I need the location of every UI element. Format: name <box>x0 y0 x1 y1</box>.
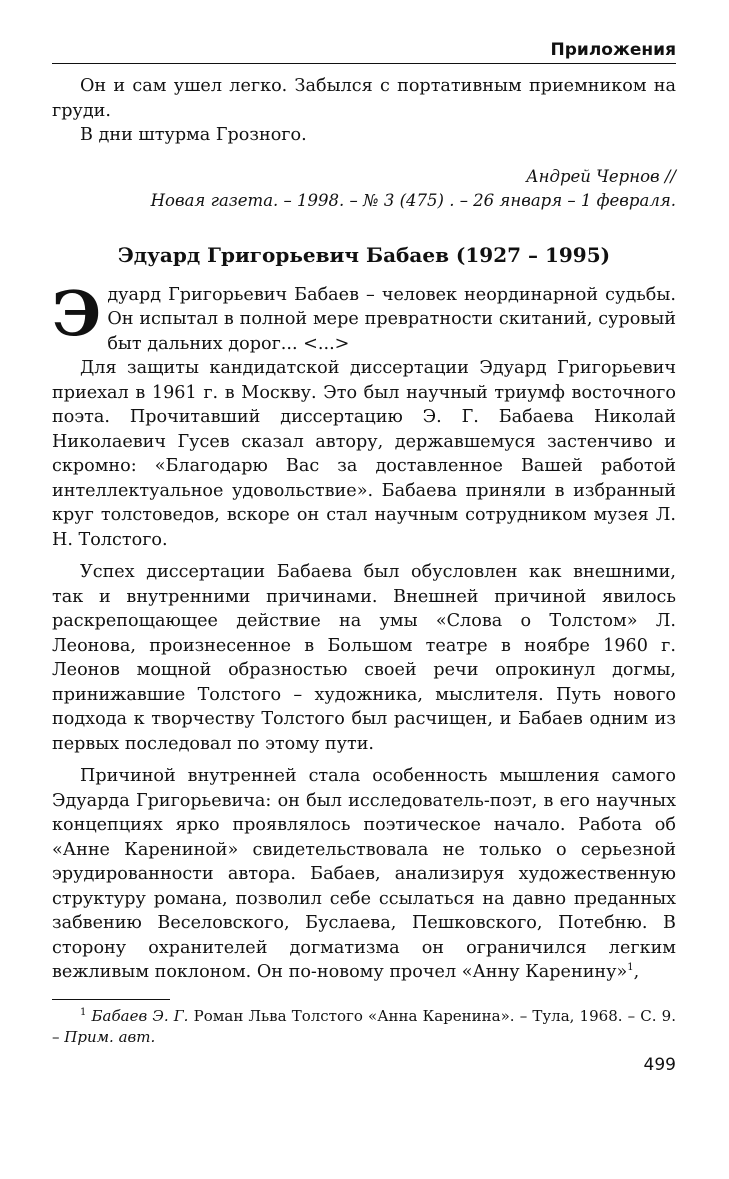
attribution-source: Новая газета. – 1998. – № 3 (475) . – 26 января – 1 февраля. <box>150 190 676 210</box>
attribution <box>52 165 676 213</box>
article-paragraph-3: Успех диссертации Бабаева был обусловлен как внешними, так и внутренними причинами. Внешней причиной явилось раскрепощающее действие на умы «Слова о Толстом» Л. Леонова, произнесенное в Большом театре в ноябре 1960 г. Леонов мощной образностью своей речи опрокинул догмы, принижавшие Толстого – художника, мыслителя. Путь нового подхода к творчеству Толстого был расчищен, и Бабаев одним из первых последовал по этому пути. <box>52 562 676 754</box>
paragraph-4-tail: , <box>633 962 640 982</box>
article-paragraph-4 <box>52 764 676 985</box>
paragraph-4-text: Причиной внутренней стала особенность мышления самого Эдуарда Григорьевича: он был исследователь-поэт, в его научных концепциях ярко проявлялось поэтическое начало. Работа об «Анне Карениной» свидетельствовала не только о серьезной эрудированности автора. Бабаев, анализируя художественную структуру романа, позволил себе ссылаться на давно преданных забвению Веселовского, Буслаева, Пешковского, Потебню. В сторону охранителей догматизма он ограничился легким вежливым поклоном. Он по-новому прочел «Анну Каренину» <box>52 766 676 982</box>
running-header <box>52 40 676 64</box>
article-paragraph-2: Для защиты кандидатской диссертации Эдуард Григорьевич приехал в 1961 г. в Москву. Это был научный триумф восточного поэта. Прочитавший диссертацию Э. Г. Бабаева Николай Николаевич Гусев сказал автору, державшемуся застенчиво и скромно: «Благодарю Вас за доставленное Вашей работой интеллектуальное удовольствие». Бабаева приняли в избранный круг толстоведов, вскоре он стал научным сотрудником музея Л. Н. Толстого. <box>52 358 676 550</box>
footnote-reference: 1 <box>627 962 634 974</box>
footnote-note: Прим. авт. <box>64 1027 156 1046</box>
article-title: Эдуард Григорьевич Бабаев (1927 – 1995) <box>117 242 611 267</box>
footnote <box>52 1006 676 1048</box>
section-title: Приложения <box>550 40 676 60</box>
footnote-author: Бабаев Э. Г. <box>91 1006 189 1025</box>
page-number: 499 <box>643 1055 676 1075</box>
footnote-divider <box>52 999 170 1000</box>
footnote-text: Роман Льва Толстого «Анна Каренина». – Тула, 1968. – С. 9. – <box>52 1006 676 1046</box>
quote-paragraph-2: В дни штурма Грозного. <box>80 125 307 145</box>
paragraph-1-text: дуард Григорьевич Бабаев – человек неординарной судьбы. Он испытал в полной мере превратности скитаний, суровый быт дальних дорог... <...> <box>107 284 676 354</box>
drop-cap: Э <box>52 276 102 350</box>
page <box>52 40 676 1048</box>
quote-paragraph-1: Он и сам ушел легко. Забылся с портативным приемником на груди. <box>52 76 676 121</box>
footnote-mark: 1 <box>80 1006 87 1018</box>
attribution-author: Андрей Чернов // <box>526 166 676 186</box>
article-paragraph-1 <box>52 276 676 357</box>
